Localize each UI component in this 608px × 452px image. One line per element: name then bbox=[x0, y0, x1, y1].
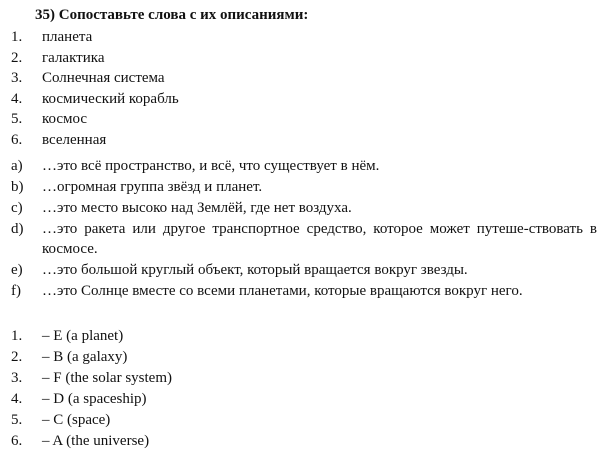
description-letter: a) bbox=[11, 158, 23, 174]
description-text: …это всё пространство, и всё, что существует в нём. bbox=[42, 158, 380, 174]
description-text: …это ракета или другое транспортное средство, которое может путеше-ствовать в космосе. bbox=[42, 221, 597, 257]
description-text: …это большой круглый объект, который вращается вокруг звезды. bbox=[42, 262, 468, 278]
word-text: космический корабль bbox=[42, 91, 179, 107]
word-text: галактика bbox=[42, 50, 105, 66]
word-text: вселенная bbox=[42, 132, 107, 148]
answer-text: – E (a planet) bbox=[42, 328, 124, 344]
answer-number: 4. bbox=[11, 391, 23, 407]
word-number: 3. bbox=[11, 70, 23, 86]
description-letter: e) bbox=[11, 262, 23, 278]
description-text: …огромная группа звёзд и планет. bbox=[42, 179, 263, 195]
description-letter: f) bbox=[11, 283, 21, 299]
answer-text: – D (a spaceship) bbox=[42, 391, 147, 407]
word-number: 4. bbox=[11, 91, 23, 107]
answer-text: – B (a galaxy) bbox=[42, 349, 128, 365]
description-text: …это место высоко над Землёй, где нет воздуха. bbox=[42, 200, 352, 216]
word-number: 6. bbox=[11, 132, 23, 148]
answer-number: 5. bbox=[11, 412, 23, 428]
word-number: 1. bbox=[11, 29, 23, 45]
description-letter: b) bbox=[11, 179, 24, 195]
word-text: Солнечная система bbox=[42, 70, 165, 86]
answer-number: 2. bbox=[11, 349, 23, 365]
answer-text: – F (the solar system) bbox=[42, 370, 172, 386]
description-text: …это Солнце вместе со всеми планетами, которые вращаются вокруг него. bbox=[42, 283, 523, 299]
answer-number: 3. bbox=[11, 370, 23, 386]
word-number: 2. bbox=[11, 50, 23, 66]
description-letter: d) bbox=[11, 221, 24, 237]
word-text: космос bbox=[42, 111, 88, 127]
answer-number: 1. bbox=[11, 328, 23, 344]
answer-text: – A (the universe) bbox=[42, 433, 150, 449]
word-text: планета bbox=[42, 29, 93, 45]
exercise-title: 35) Сопоставьте слова с их описаниями: bbox=[35, 7, 309, 23]
answer-text: – C (space) bbox=[42, 412, 111, 428]
answer-number: 6. bbox=[11, 433, 23, 449]
word-number: 5. bbox=[11, 111, 23, 127]
description-letter: c) bbox=[11, 200, 23, 216]
